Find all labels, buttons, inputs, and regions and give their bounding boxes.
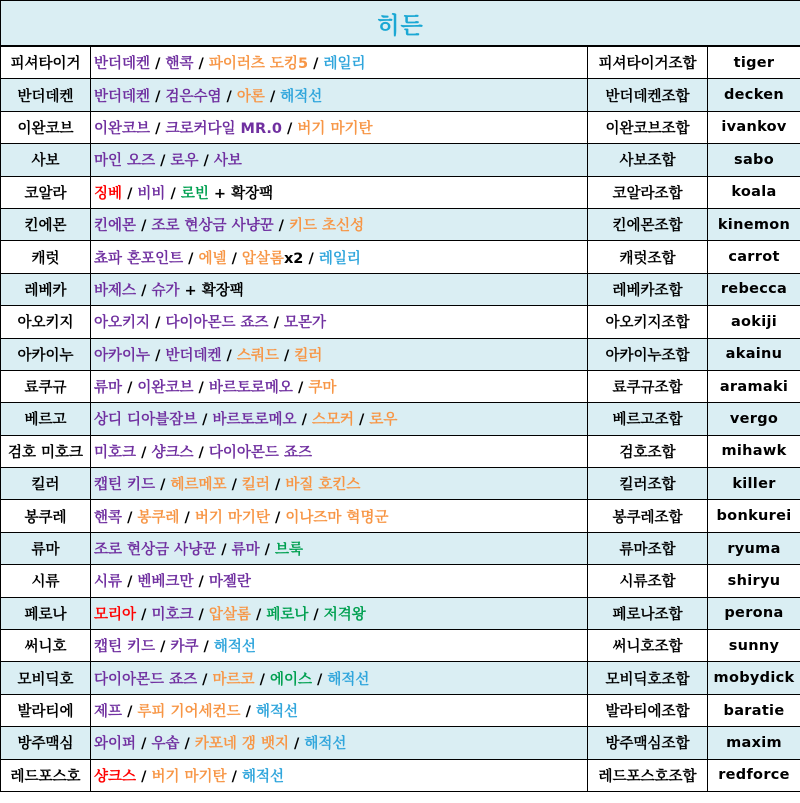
team-members-cell [91, 208, 588, 240]
character-name-cell: 아카이누 [1, 338, 91, 370]
table-row [1, 208, 800, 240]
team-member-text: + 확장팩 [208, 185, 274, 202]
team-member-text: 이완코브 [94, 120, 151, 137]
team-member-text: / [226, 477, 242, 494]
team-member-text: 아오키지 [94, 315, 151, 332]
team-member-text: 벤베크만 [137, 574, 194, 591]
team-members-cell [91, 176, 588, 208]
team-members-cell [91, 403, 588, 435]
team-members-cell [91, 435, 588, 467]
team-member-text: / [292, 380, 309, 397]
team-member-text: / [150, 120, 166, 137]
team-members-cell [91, 662, 588, 694]
team-member-text: 봉쿠레 [137, 509, 180, 526]
team-member-text: 다이아몬드 죠즈 [208, 444, 312, 461]
team-member-text: 해적선 [304, 736, 347, 753]
character-name-cell: 코알라 [1, 176, 91, 208]
team-member-text: 미호크 [151, 606, 199, 623]
team-member-text: x2 [283, 250, 304, 267]
table-row [1, 273, 800, 305]
team-member-text: 비비 [137, 185, 166, 202]
team-member-text: 에넬 [198, 250, 227, 267]
team-member-text: 조로 현상금 사냥꾼 [94, 542, 217, 559]
combination-name-cell: 반더데켄조합 [588, 79, 708, 111]
table-row [1, 630, 800, 662]
team-members-cell [91, 694, 588, 726]
team-member-text: 카포네 갱 뱃지 [194, 736, 289, 753]
team-member-text: / [273, 218, 289, 235]
team-member-text: 이나즈마 혁명군 [285, 509, 389, 526]
combination-name-cell: 레드포스호조합 [588, 759, 708, 791]
team-member-text: 헤르메포 [170, 477, 227, 494]
table-row [1, 468, 800, 500]
team-member-text: 모리아 [94, 606, 137, 623]
team-member-text: 다이아몬드 죠즈 [94, 671, 198, 688]
team-member-text: 로빈 [180, 185, 209, 202]
character-name-cell: 캐럿 [1, 241, 91, 273]
team-member-text: 스쿼드 [236, 347, 279, 364]
table-row [1, 338, 800, 370]
team-member-text: / [296, 412, 312, 429]
table-row [1, 597, 800, 629]
team-member-text: / [150, 88, 166, 105]
character-name-cell: 검호 미호크 [1, 435, 91, 467]
team-member-text: / [155, 477, 171, 494]
team-member-text: 마르코 [212, 671, 255, 688]
team-member-text: / [136, 444, 152, 461]
combination-name-cell: 레베카조합 [588, 273, 708, 305]
team-member-text: / [281, 120, 298, 137]
team-member-text: / [308, 606, 324, 623]
combination-name-cell: 발라티에조합 [588, 694, 708, 726]
team-member-text: 쵸파 혼포인트 [94, 250, 184, 267]
table-row [1, 144, 800, 176]
combination-name-cell: 써니호조합 [588, 630, 708, 662]
code-cell: killer [708, 468, 800, 500]
team-members-cell [91, 79, 588, 111]
team-member-text: 모몬가 [283, 315, 326, 332]
team-member-text: / [197, 412, 213, 429]
title-row [1, 0, 800, 46]
team-member-text: 제프 [94, 704, 123, 720]
team-member-text: / [193, 380, 209, 397]
team-member-text: / [193, 574, 209, 591]
character-name-cell: 발라티에 [1, 694, 91, 726]
team-members-cell [91, 597, 588, 629]
combination-name-cell: 아오키지조합 [588, 306, 708, 338]
team-member-text: / [179, 509, 195, 526]
combination-name-cell: 페로나조합 [588, 597, 708, 629]
character-name-cell: 페로나 [1, 597, 91, 629]
combination-name-cell: 피셔타이거조합 [588, 47, 708, 79]
code-cell: baratie [708, 694, 800, 726]
team-members-cell [91, 532, 588, 564]
team-member-text: / [136, 218, 152, 235]
team-member-text: / [150, 56, 166, 73]
team-member-text: 해적선 [213, 639, 256, 656]
team-member-text: / [155, 153, 171, 170]
team-member-text: 해적선 [327, 671, 370, 688]
team-member-text: 크로커다일 MR.0 [165, 120, 282, 137]
combination-name-cell: 코알라조합 [588, 176, 708, 208]
team-member-text: / [165, 185, 181, 202]
team-member-text: / [183, 250, 199, 267]
team-member-text: 레일리 [323, 56, 366, 73]
team-member-text: 미호크 [94, 444, 137, 461]
team-member-text: 로우 [369, 412, 398, 429]
code-cell: mobydick [708, 662, 800, 694]
team-member-text: 아론 [236, 88, 265, 105]
team-member-text: / [308, 56, 324, 73]
combination-name-cell: 아카이누조합 [588, 338, 708, 370]
combination-name-cell: 봉쿠레조합 [588, 500, 708, 532]
team-member-text: 스모커 [311, 412, 354, 429]
table-row [1, 241, 800, 273]
team-members-cell [91, 273, 588, 305]
team-member-text: / [193, 56, 209, 73]
character-name-cell: 레베카 [1, 273, 91, 305]
code-cell: ryuma [708, 532, 800, 564]
character-name-cell: 사보 [1, 144, 91, 176]
team-member-text: / [311, 671, 328, 688]
code-cell: koala [708, 176, 800, 208]
table-row [1, 47, 800, 79]
team-member-text: 저격왕 [323, 606, 366, 623]
team-member-text: 아카이누 [94, 347, 151, 364]
character-name-cell: 킨에몬 [1, 208, 91, 240]
table-row [1, 176, 800, 208]
combination-table [1, 46, 800, 792]
code-cell: sunny [708, 630, 800, 662]
team-member-text: / [289, 736, 305, 753]
character-name-cell: 료쿠규 [1, 370, 91, 402]
team-member-text: / [226, 250, 242, 267]
team-member-text: 킬러 [294, 347, 323, 364]
team-member-text: / [303, 250, 319, 267]
combination-name-cell: 킨에몬조합 [588, 208, 708, 240]
team-member-text: 류마 [231, 542, 260, 559]
code-cell: sabo [708, 144, 800, 176]
team-members-cell [91, 111, 588, 143]
code-cell: aramaki [708, 370, 800, 402]
team-member-text: 킨에몬 [94, 218, 137, 235]
team-member-text: 압살롬 [208, 606, 251, 623]
character-name-cell: 봉쿠레 [1, 500, 91, 532]
team-member-text: 반더데켄 [94, 88, 151, 105]
combination-name-cell: 료쿠규조합 [588, 370, 708, 402]
team-member-text: 키드 초신성 [289, 218, 365, 235]
sheet-title: 히든 [377, 12, 424, 39]
team-member-text: 해적선 [255, 704, 298, 720]
team-member-text: 이완코브 [137, 380, 194, 397]
team-member-text: 해적선 [241, 768, 284, 785]
team-member-text: 검은수염 [165, 88, 222, 105]
team-members-cell [91, 241, 588, 273]
character-name-cell: 이완코브 [1, 111, 91, 143]
team-member-text: 반더데켄 [94, 56, 151, 73]
team-member-text: 쿠마 [308, 380, 337, 397]
code-cell: bonkurei [708, 500, 800, 532]
character-name-cell: 방주맥심 [1, 727, 91, 759]
team-member-text: 버기 마기탄 [194, 509, 270, 526]
team-member-text: 바르토로메오 [208, 380, 293, 397]
table-row [1, 370, 800, 402]
combination-name-cell: 류마조합 [588, 532, 708, 564]
team-member-text: / [198, 639, 214, 656]
code-cell: aokiji [708, 306, 800, 338]
code-cell: decken [708, 79, 800, 111]
team-member-text: 징베 [94, 185, 123, 202]
team-member-text: 바질 호킨스 [285, 477, 361, 494]
team-member-text: 바르토로메오 [212, 412, 297, 429]
team-member-text: 우솝 [151, 736, 180, 753]
team-member-text: 샹크스 [94, 768, 137, 785]
code-cell: mihawk [708, 435, 800, 467]
table-row [1, 306, 800, 338]
team-members-cell [91, 500, 588, 532]
team-member-text: / [150, 315, 166, 332]
team-member-text: / [269, 477, 286, 494]
team-member-text: / [122, 574, 138, 591]
character-name-cell: 킬러 [1, 468, 91, 500]
combination-name-cell: 킬러조합 [588, 468, 708, 500]
team-member-text: / [122, 704, 138, 720]
table-row [1, 435, 800, 467]
table-body [1, 47, 800, 792]
character-name-cell: 피셔타이거 [1, 47, 91, 79]
code-cell: tiger [708, 47, 800, 79]
character-name-cell: 시류 [1, 565, 91, 597]
code-cell: carrot [708, 241, 800, 273]
team-member-text: + 확장팩 [179, 282, 244, 299]
team-member-text: / [198, 153, 214, 170]
table-row [1, 111, 800, 143]
combination-name-cell: 방주맥심조합 [588, 727, 708, 759]
team-members-cell [91, 630, 588, 662]
team-member-text: / [226, 768, 242, 785]
team-member-text: 카쿠 [170, 639, 199, 656]
code-cell: rebecca [708, 273, 800, 305]
table-row [1, 79, 800, 111]
team-member-text: / [136, 606, 152, 623]
team-member-text: 버기 마기탄 [151, 768, 227, 785]
team-member-text: 압살롬 [241, 250, 284, 267]
team-member-text: / [122, 509, 138, 526]
team-members-cell [91, 370, 588, 402]
code-cell: akainu [708, 338, 800, 370]
team-member-text: / [221, 347, 237, 364]
table-row [1, 662, 800, 694]
table-row [1, 532, 800, 564]
table-row [1, 403, 800, 435]
team-member-text: 마젤란 [208, 574, 251, 591]
team-member-text: 파이러츠 도킹5 [208, 56, 309, 73]
team-members-cell [91, 565, 588, 597]
team-member-text: 샹크스 [151, 444, 194, 461]
code-cell: perona [708, 597, 800, 629]
team-member-text: / [250, 606, 267, 623]
character-name-cell: 베르고 [1, 403, 91, 435]
character-name-cell: 레드포스호 [1, 759, 91, 791]
team-member-text: 해적선 [280, 88, 323, 105]
team-members-cell [91, 468, 588, 500]
team-member-text: / [268, 315, 284, 332]
team-member-text: 조로 현상금 사냥꾼 [151, 218, 274, 235]
team-member-text: 캡틴 키드 [94, 639, 156, 656]
team-member-text: 상디 디아블잠브 [94, 412, 198, 429]
team-member-text: / [150, 347, 166, 364]
team-member-text: 킬러 [241, 477, 270, 494]
team-member-text: / [254, 671, 270, 688]
team-member-text: / [193, 444, 209, 461]
team-member-text: 버기 마기탄 [297, 120, 373, 137]
team-member-text: 마인 오즈 [94, 153, 156, 170]
team-member-text: 루피 기어세컨드 [137, 704, 241, 720]
team-member-text: / [264, 88, 281, 105]
team-members-cell [91, 47, 588, 79]
team-members-cell [91, 727, 588, 759]
code-cell: shiryu [708, 565, 800, 597]
team-member-text: / [136, 282, 152, 299]
team-member-text: 사보 [213, 153, 242, 170]
team-member-text: 에이스 [269, 671, 312, 688]
combination-name-cell: 시류조합 [588, 565, 708, 597]
combination-name-cell: 베르고조합 [588, 403, 708, 435]
table-row [1, 500, 800, 532]
team-member-text: / [216, 542, 232, 559]
character-name-cell: 반더데켄 [1, 79, 91, 111]
team-member-text: 레일리 [318, 250, 361, 267]
table-row [1, 694, 800, 726]
code-cell: vergo [708, 403, 800, 435]
team-member-text: / [269, 509, 286, 526]
team-member-text: / [198, 606, 209, 623]
team-members-cell [91, 338, 588, 370]
team-member-text: / [354, 412, 370, 429]
team-member-text: / [240, 704, 256, 720]
team-member-text: / [179, 736, 195, 753]
team-member-text: 핸콕 [94, 509, 123, 526]
team-member-text: 다이아몬드 죠즈 [165, 315, 269, 332]
team-member-text: 페로나 [266, 606, 309, 623]
table-row [1, 565, 800, 597]
character-name-cell: 류마 [1, 532, 91, 564]
team-member-text: / [197, 671, 213, 688]
team-member-text: 시류 [94, 574, 123, 591]
combination-name-cell: 모비딕호조합 [588, 662, 708, 694]
character-name-cell: 아오키지 [1, 306, 91, 338]
character-name-cell: 써니호 [1, 630, 91, 662]
team-member-text: 와이퍼 [94, 736, 137, 753]
team-member-text: / [136, 768, 152, 785]
team-member-text: 슈가 [151, 282, 180, 299]
team-members-cell [91, 759, 588, 791]
code-cell: redforce [708, 759, 800, 791]
team-member-text: 류마 [94, 380, 123, 397]
code-cell: kinemon [708, 208, 800, 240]
team-member-text: 로우 [170, 153, 199, 170]
code-cell: maxim [708, 727, 800, 759]
table-row [1, 727, 800, 759]
team-member-text: 반더데켄 [165, 347, 222, 364]
team-members-cell [91, 306, 588, 338]
character-name-cell: 모비딕호 [1, 662, 91, 694]
table-row [1, 759, 800, 791]
team-member-text: / [136, 736, 152, 753]
team-member-text: / [278, 347, 295, 364]
team-member-text: 바제스 [94, 282, 137, 299]
team-member-text: / [122, 380, 138, 397]
combination-name-cell: 검호조합 [588, 435, 708, 467]
combination-name-cell: 이완코브조합 [588, 111, 708, 143]
team-member-text: 캡틴 키드 [94, 477, 156, 494]
team-member-text: 브룩 [274, 542, 303, 559]
team-member-text: 핸콕 [165, 56, 194, 73]
combination-name-cell: 캐럿조합 [588, 241, 708, 273]
code-cell: ivankov [708, 111, 800, 143]
team-member-text: / [221, 88, 237, 105]
team-member-text: / [259, 542, 275, 559]
team-member-text: / [155, 639, 171, 656]
team-member-text: / [122, 185, 138, 202]
team-members-cell [91, 144, 588, 176]
combination-name-cell: 사보조합 [588, 144, 708, 176]
